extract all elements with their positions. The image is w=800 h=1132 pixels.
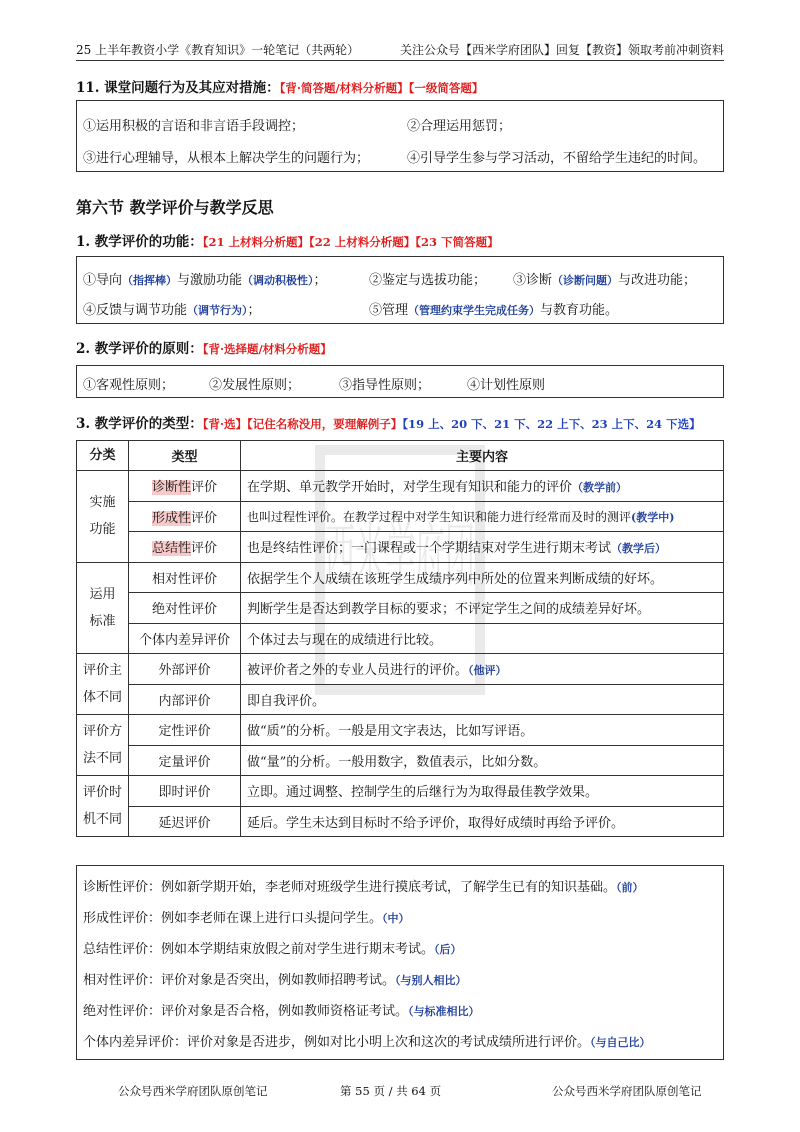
q11-heading bbox=[76, 76, 483, 96]
content-cell: 立即。通过调整、控制学生的后继行为为取得最佳教学效果。 bbox=[241, 776, 724, 807]
table-header: 主要内容 bbox=[241, 441, 724, 471]
page-header bbox=[76, 38, 724, 61]
type-cell: 个体内差异评价 bbox=[129, 623, 241, 654]
evaluation-types-table bbox=[76, 440, 724, 837]
example-line: 绝对性评价：评价对象是否合格，例如教师资格证考试。（与标准相比） bbox=[83, 1004, 480, 1019]
category-cell: 评价方 法不同 bbox=[77, 715, 129, 776]
content-cell: 也叫过程性评价。在教学过程中对学生知识和能力进行经常而及时的测评(教学中) bbox=[241, 501, 724, 532]
table-row bbox=[77, 654, 724, 685]
type-cell: 延迟评价 bbox=[129, 806, 241, 837]
type-cell: 总结性评价 bbox=[129, 532, 241, 563]
q1-item-3: ③诊断（诊断问题）与改进功能； bbox=[513, 273, 697, 288]
footer-right: 公众号西米学府团队原创笔记 bbox=[552, 1084, 702, 1098]
footer-left: 公众号西米学府团队原创笔记 bbox=[118, 1084, 268, 1098]
table-row bbox=[77, 532, 724, 563]
q11-item-4: ④引导学生参与学习活动，不留给学生违纪的时间。 bbox=[407, 151, 707, 166]
q11-tags: 【背·简答题/材料分析题】【一级简答题】 bbox=[279, 81, 484, 95]
type-cell: 诊断性评价 bbox=[129, 471, 241, 502]
q1-heading bbox=[76, 230, 499, 250]
table-row bbox=[77, 471, 724, 502]
content-cell: 即自我评价。 bbox=[241, 684, 724, 715]
q2-item-2: ②发展性原则； bbox=[209, 378, 301, 393]
q11-title: 11. 课堂问题行为及其应对措施： bbox=[76, 80, 280, 96]
table-row bbox=[77, 501, 724, 532]
q3-heading bbox=[76, 412, 701, 432]
category-cell: 运用 标准 bbox=[77, 562, 129, 654]
content-cell: 也是终结性评价；一门课程或一个学期结束对学生进行期末考试（教学后） bbox=[241, 532, 724, 563]
content-cell: 在学期、单元教学开始时，对学生现有知识和能力的评价（教学前） bbox=[241, 471, 724, 502]
example-line: 形成性评价：例如李老师在课上进行口头提问学生。（中） bbox=[83, 911, 410, 926]
q1-item-5: ⑤管理（管理约束学生完成任务）与教育功能。 bbox=[369, 303, 619, 318]
svg-text:西米学府团: 西米学府团 bbox=[325, 515, 475, 597]
q11-item-1: ①运用积极的言语和非言语手段调控； bbox=[83, 119, 305, 134]
table-header: 类型 bbox=[129, 441, 241, 471]
category-cell: 评价时 机不同 bbox=[77, 776, 129, 837]
table-row bbox=[77, 715, 724, 746]
type-cell: 定量评价 bbox=[129, 745, 241, 776]
type-cell: 绝对性评价 bbox=[129, 593, 241, 624]
q2-title: 2. 教学评价的原则： bbox=[76, 341, 203, 357]
q2-heading bbox=[76, 337, 332, 357]
content-cell: 被评价者之外的专业人员进行的评价。（他评） bbox=[241, 654, 724, 685]
q1-item-2: ②鉴定与选拔功能； bbox=[369, 273, 487, 288]
category-cell: 评价主 体不同 bbox=[77, 654, 129, 715]
header-left: 25 上半年教资小学《教育知识》一轮笔记（共两轮） bbox=[76, 43, 360, 57]
table-header: 分类 bbox=[77, 441, 129, 471]
content-cell: 延后。学生未达到目标时不给予评价，取得好成绩时再给予评价。 bbox=[241, 806, 724, 837]
table-row bbox=[77, 745, 724, 776]
table-row bbox=[77, 806, 724, 837]
table-row bbox=[77, 623, 724, 654]
type-cell: 内部评价 bbox=[129, 684, 241, 715]
q2-item-1: ①客观性原则； bbox=[83, 378, 175, 393]
content-cell: 做“质”的分析。一般是用文字表达，比如写评语。 bbox=[241, 715, 724, 746]
q2-item-3: ③指导性原则； bbox=[339, 378, 431, 393]
example-line: 总结性评价：例如本学期结束放假之前对学生进行期末考试。（后） bbox=[83, 942, 462, 957]
table-row bbox=[77, 684, 724, 715]
q11-box bbox=[76, 100, 724, 172]
type-cell: 即时评价 bbox=[129, 776, 241, 807]
example-line: 相对性评价：评价对象是否突出，例如教师招聘考试。（与别人相比） bbox=[83, 973, 467, 988]
q3-title: 3. 教学评价的类型： bbox=[76, 416, 203, 432]
category-cell: 实施 功能 bbox=[77, 471, 129, 563]
table-row bbox=[77, 776, 724, 807]
section-title: 第六节 教学评价与教学反思 bbox=[76, 198, 274, 217]
content-cell: 做“量”的分析。一般用数字，数值表示，比如分数。 bbox=[241, 745, 724, 776]
q2-tags: 【背·选择题/材料分析题】 bbox=[202, 342, 332, 356]
content-cell: 判断学生是否达到教学目标的要求；不评定学生之间的成绩差异好坏。 bbox=[241, 593, 724, 624]
type-cell: 相对性评价 bbox=[129, 562, 241, 593]
q11-item-2: ②合理运用惩罚； bbox=[407, 119, 512, 134]
q2-item-4: ④计划性原则 bbox=[467, 378, 546, 393]
content-cell: 依据学生个人成绩在该班学生成绩序列中所处的位置来判断成绩的好坏。 bbox=[241, 562, 724, 593]
header-right: 关注公众号【西米学府团队】回复【教资】领取考前冲刺资料 bbox=[399, 43, 724, 57]
example-line: 诊断性评价：例如新学期开始，李老师对班级学生进行摸底考试，了解学生已有的知识基础。（前） bbox=[83, 880, 644, 895]
content-cell: 个体过去与现在的成绩进行比较。 bbox=[241, 623, 724, 654]
q2-box bbox=[76, 365, 724, 398]
q1-item-1: ①导向（指挥棒）与激励功能（调动积极性）； bbox=[83, 273, 327, 288]
q3-tags: 【背·选】【记住名称没用，要理解例子】 bbox=[202, 417, 403, 431]
page-number: 第 55 页 / 共 64 页 bbox=[340, 1084, 442, 1098]
q1-box bbox=[76, 256, 724, 324]
examples-box bbox=[76, 865, 724, 1060]
q1-item-4: ④反馈与调节功能（调节行为）； bbox=[83, 303, 261, 318]
q1-tags: 【21 上材料分析题】【22 上材料分析题】【23 下简答题】 bbox=[202, 235, 499, 249]
table-row bbox=[77, 562, 724, 593]
q1-title: 1. 教学评价的功能： bbox=[76, 234, 203, 250]
table-header-row bbox=[77, 441, 724, 471]
q3-years: 【19 上、20 下、21 下、22 上下、23 上下、24 下选】 bbox=[402, 417, 701, 431]
example-line: 个体内差异评价：评价对象是否进步，例如对比小明上次和这次的考试成绩所进行评价。（与自己比） bbox=[83, 1035, 651, 1050]
table-row bbox=[77, 593, 724, 624]
q11-item-3: ③进行心理辅导，从根本上解决学生的问题行为； bbox=[83, 151, 370, 166]
type-cell: 形成性评价 bbox=[129, 501, 241, 532]
type-cell: 定性评价 bbox=[129, 715, 241, 746]
type-cell: 外部评价 bbox=[129, 654, 241, 685]
